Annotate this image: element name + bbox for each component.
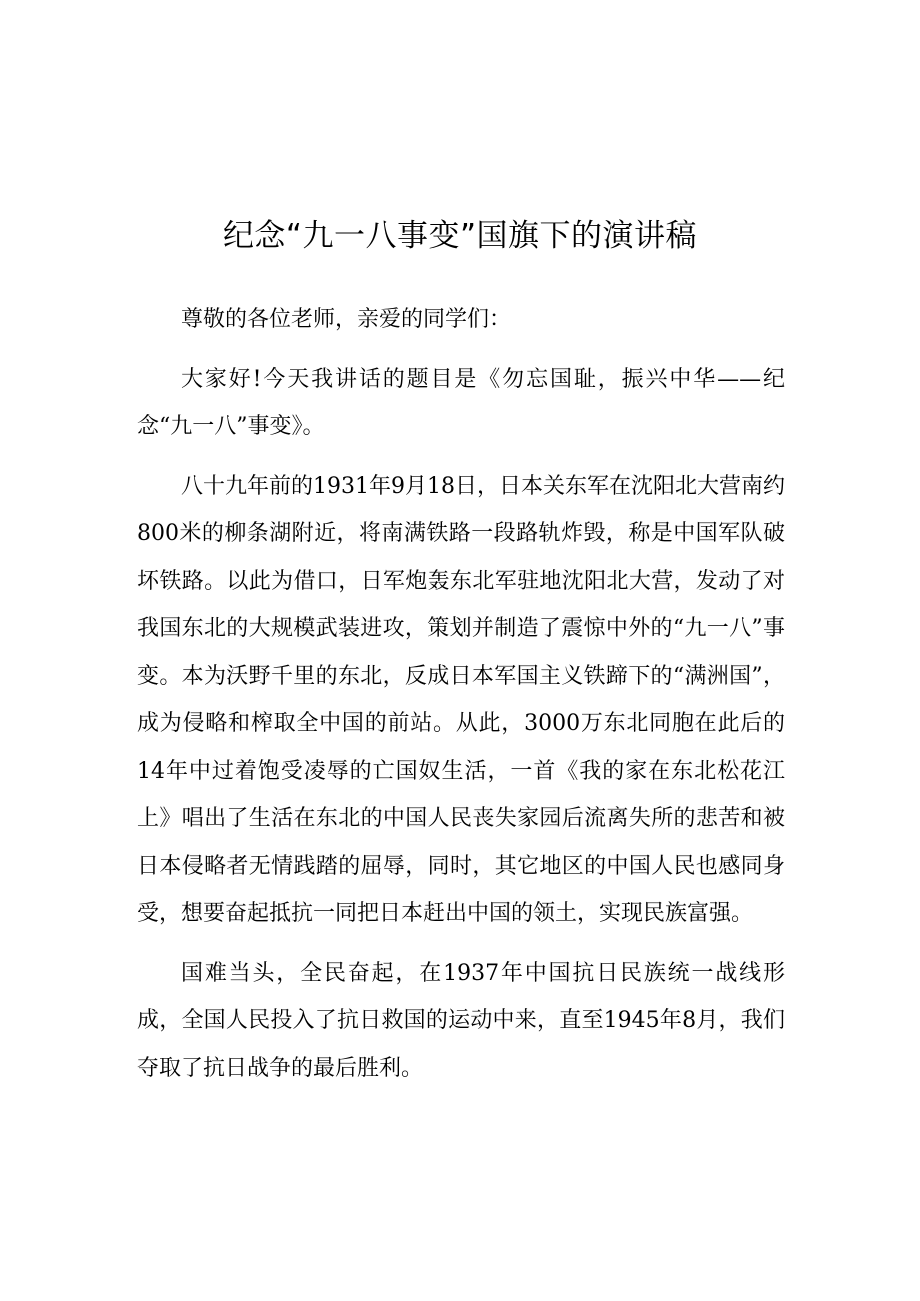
paragraph-history: 八十九年前的1931年9月18日，日本关东军在沈阳北大营南约800米的柳条湖附近，将南满铁路一段路轨炸毁，称是中国军队破坏铁路。以此为借口，日军炮轰东北军驻地沈阳北大营，发动了对我国东北的大规模武装进攻，策划并制造了震惊中外的“九一八”事变。本为沃野千里的东北，反成日本军国主义铁蹄下的“满洲国”，成为侵略和榨取全中国的前站。从此，3000万东北同胞在此后的14年中过着饱受凌辱的亡国奴生活，一首《我的家在东北松花江上》唱出了生活在东北的中国人民丧失家园后流离失所的悲苦和被日本侵略者无情践踏的屈辱，同时，其它地区的中国人民也感同身受，想要奋起抵抗一同把日本赶出中国的领土，实现民族富强。 [137, 473, 785, 926]
paragraph-victory: 国难当头，全民奋起，在1937年中国抗日民族统一战线形成，全国人民投入了抗日救国的运动中来，直至1945年8月，我们夺取了抗日战争的最后胜利。 [137, 960, 785, 1081]
paragraph-greeting: 尊敬的各位老师，亲爱的同学们： [181, 307, 512, 332]
document-title: 纪念“九一八事变”国旗下的演讲稿 [222, 218, 698, 254]
document-body [137, 296, 785, 1092]
paragraph-topic: 大家好!今天我讲话的题目是《勿忘国耻，振兴中华——纪念“九一八”事变》。 [137, 366, 785, 439]
